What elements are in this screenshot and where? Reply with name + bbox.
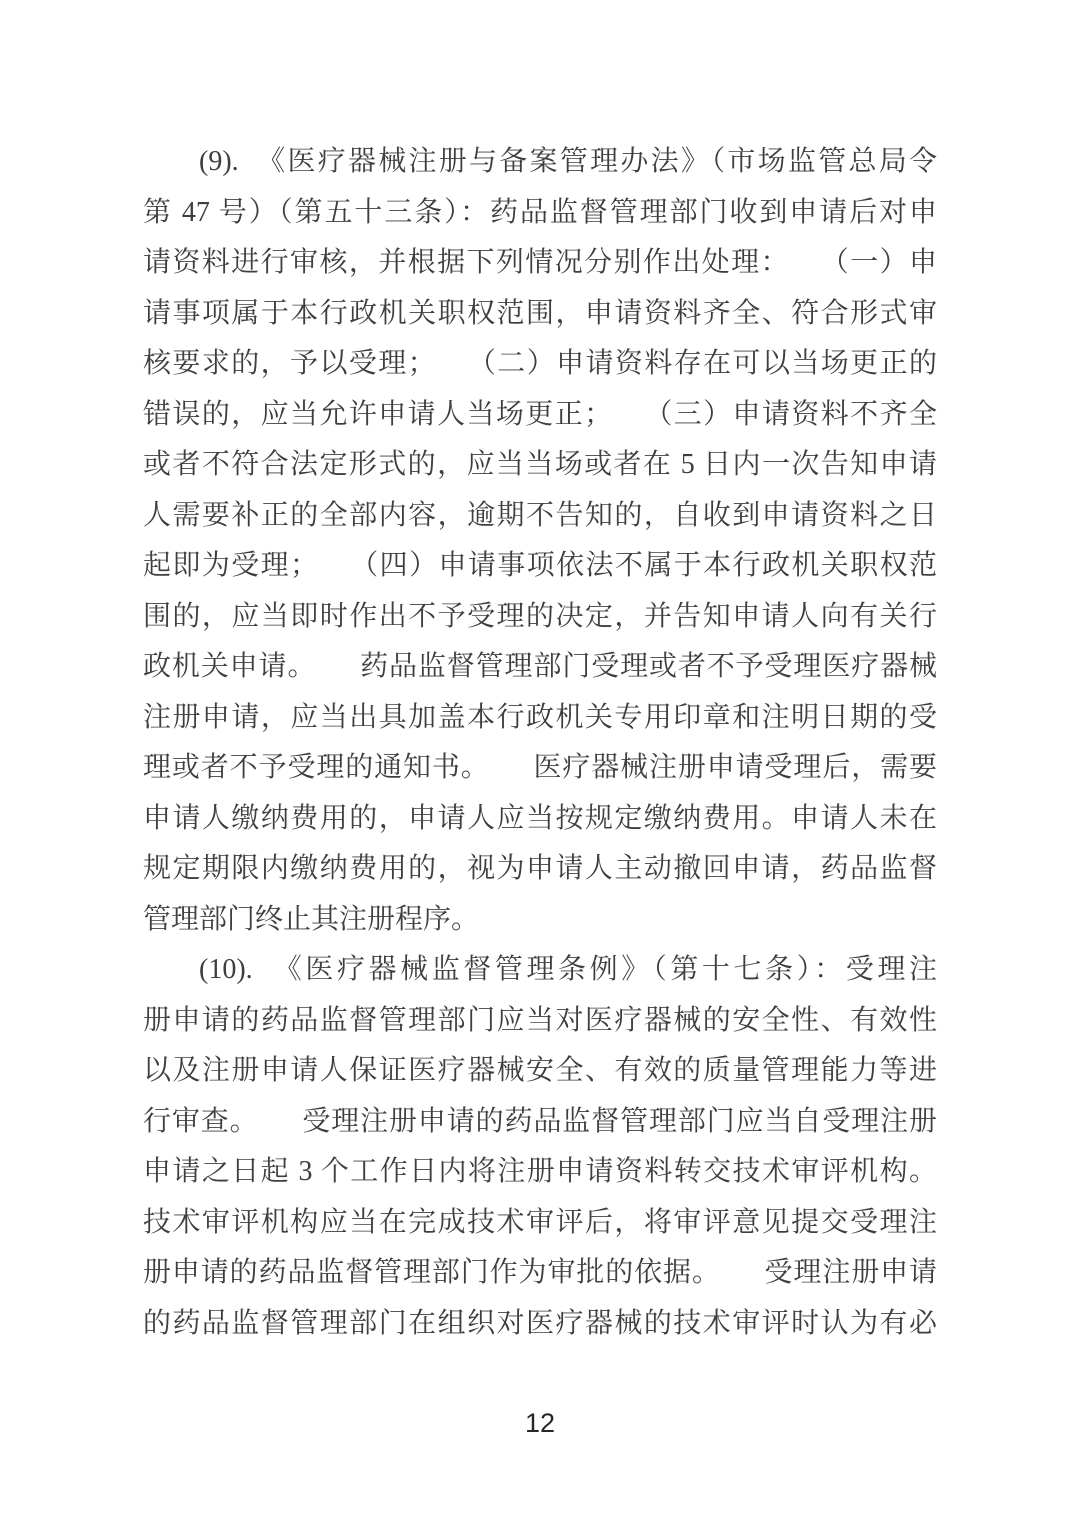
text-line: 申请人缴纳费用的，申请人应当按规定缴纳费用。申请人未在 bbox=[143, 802, 937, 834]
text-line: 册申请的药品监督管理部门作为审批的依据。 受理注册申请 bbox=[143, 1257, 937, 1288]
page-number: 12 bbox=[524, 1408, 556, 1438]
text-line: 人需要补正的全部内容，逾期不告知的，自收到申请资料之日 bbox=[143, 499, 937, 531]
page-footer bbox=[0, 1408, 1080, 1439]
text-line: 错误的，应当允许申请人当场更正； （三）申请资料不齐全 bbox=[143, 398, 937, 430]
text-line: 册申请的药品监督管理部门应当对医疗器械的安全性、有效性 bbox=[143, 1004, 937, 1036]
text-line: 理或者不予受理的通知书。 医疗器械注册申请受理后，需要 bbox=[143, 752, 937, 783]
text-line: 技术审评机构应当在完成技术审评后，将审评意见提交受理注 bbox=[143, 1206, 937, 1238]
text-line: 管理部门终止其注册程序。 bbox=[143, 903, 480, 935]
text-line: 规定期限内缴纳费用的，视为申请人主动撤回申请，药品监督 bbox=[143, 853, 937, 884]
text-line: 以及注册申请人保证医疗器械安全、有效的质量管理能力等进 bbox=[143, 1055, 937, 1086]
text-line: 的药品监督管理部门在组织对医疗器械的技术审评时认为有必 bbox=[143, 1307, 937, 1339]
text-line: 政机关申请。 药品监督管理部门受理或者不予受理医疗器械 bbox=[143, 651, 937, 682]
text-line: 请事项属于本行政机关职权范围，申请资料齐全、符合形式审 bbox=[143, 297, 937, 329]
text-line: 起即为受理； （四）申请事项依法不属于本行政机关职权范 bbox=[143, 550, 937, 581]
text-line: (10). 《医疗器械监督管理条例》（第十七条）：受理注 bbox=[199, 954, 937, 985]
document-text bbox=[143, 137, 937, 1349]
text-line: 核要求的，予以受理； （二）申请资料存在可以当场更正的 bbox=[143, 348, 937, 379]
text-line: (9). 《医疗器械注册与备案管理办法》（市场监管总局令 bbox=[199, 146, 937, 177]
text-line: 申请之日起 3 个工作日内将注册申请资料转交技术审评机构。 bbox=[143, 1156, 937, 1187]
text-line: 行审查。 受理注册申请的药品监督管理部门应当自受理注册 bbox=[143, 1105, 937, 1137]
text-line: 围的，应当即时作出不予受理的决定，并告知申请人向有关行 bbox=[143, 600, 937, 632]
text-line: 请资料进行审核，并根据下列情况分别作出处理： （一）申 bbox=[143, 247, 937, 278]
text-line: 或者不符合法定形式的，应当当场或者在 5 日内一次告知申请 bbox=[143, 449, 937, 480]
text-line: 第 47 号）（第五十三条）：药品监督管理部门收到申请后对申 bbox=[143, 196, 937, 228]
text-line: 注册申请，应当出具加盖本行政机关专用印章和注明日期的受 bbox=[143, 701, 937, 733]
